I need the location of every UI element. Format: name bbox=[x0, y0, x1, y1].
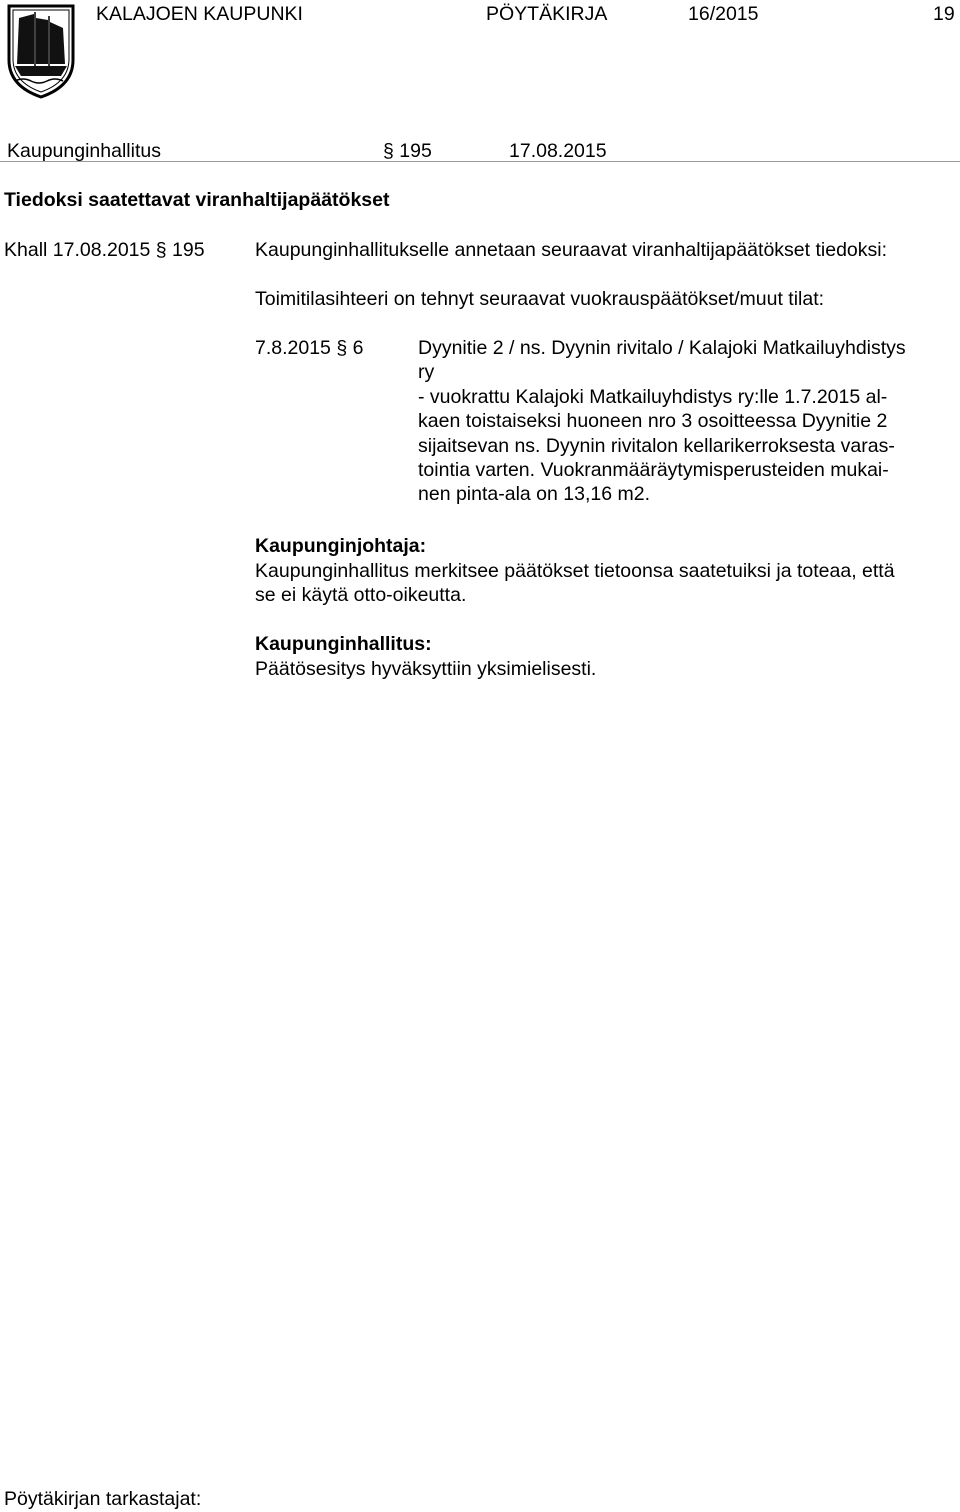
decision-description bbox=[418, 336, 958, 507]
manager-label: Kaupunginjohtaja: bbox=[255, 535, 427, 557]
decision-line: kaen toistaiseksi huoneen nro 3 osoitteessa Dyynitie 2 bbox=[418, 410, 888, 433]
manager-proposal-line: Kaupunginhallitus merkitsee päätökset tietoonsa saatetuiksi ja toteaa, että bbox=[255, 560, 895, 582]
header-page-number: 19 bbox=[933, 3, 955, 25]
page-title: Tiedoksi saatettavat viranhaltijapäätökset bbox=[4, 189, 390, 211]
decision-line: sijaitsevan ns. Dyynin rivitalon kellarikerroksesta varas- bbox=[418, 434, 895, 457]
header-doc-number: 16/2015 bbox=[688, 3, 759, 25]
header-divider bbox=[0, 161, 960, 162]
board-decision: Päätösesitys hyväksyttiin yksimielisesti. bbox=[255, 658, 597, 680]
meta-date: 17.08.2015 bbox=[509, 140, 607, 162]
reference: Khall 17.08.2015 § 195 bbox=[4, 239, 205, 261]
sub-intro-text: Toimitilasihteeri on tehnyt seuraavat vuokrauspäätökset/muut tilat: bbox=[255, 288, 825, 310]
meta-body: Kaupunginhallitus bbox=[7, 140, 161, 162]
decision-line: nen pinta-ala on 13,16 m2. bbox=[418, 483, 651, 506]
decision-line: ry bbox=[418, 361, 435, 384]
footer-reviewers-label: Pöytäkirjan tarkastajat: bbox=[4, 1488, 202, 1510]
city-crest-logo bbox=[5, 2, 77, 100]
header-city: KALAJOEN KAUPUNKI bbox=[96, 3, 303, 25]
meta-section: § 195 bbox=[383, 140, 432, 162]
header-doc-type: PÖYTÄKIRJA bbox=[486, 3, 608, 25]
board-label: Kaupunginhallitus: bbox=[255, 633, 432, 655]
decision-line: - vuokrattu Kalajoki Matkailuyhdistys ry:lle 1.7.2015 al- bbox=[418, 385, 888, 408]
decision-date-section: 7.8.2015 § 6 bbox=[255, 337, 364, 359]
intro-text: Kaupunginhallitukselle annetaan seuraavat viranhaltijapäätökset tiedoksi: bbox=[255, 239, 888, 261]
decision-line: tointia varten. Vuokranmääräytymisperusteiden mukai- bbox=[418, 459, 889, 482]
manager-proposal-line: se ei käytä otto-oikeutta. bbox=[255, 584, 467, 606]
decision-line: Dyynitie 2 / ns. Dyynin rivitalo / Kalajoki Matkailuyhdistys bbox=[418, 337, 906, 359]
